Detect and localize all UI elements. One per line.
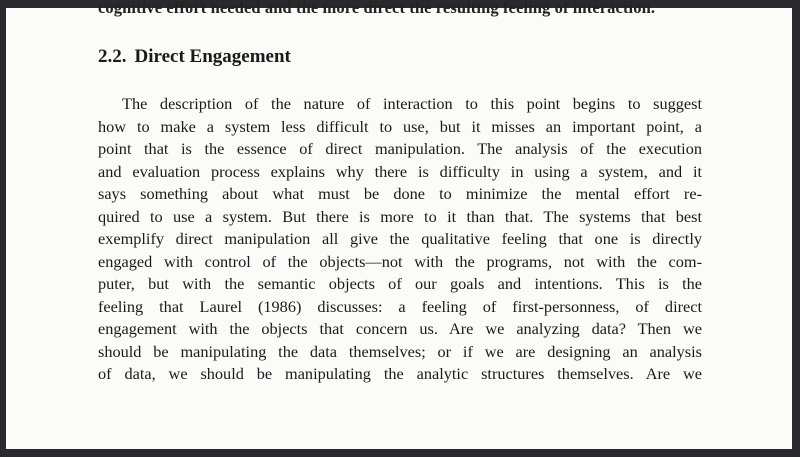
paragraph-line: says something about what must be done to minimize the mental effort re-	[98, 184, 702, 203]
paragraph-line: engaged with control of the objects—not with the programs, not with the com-	[98, 251, 702, 271]
paragraph-line: and evaluation process explains why there is difficulty in using a system, and it	[98, 161, 702, 181]
document-page	[6, 0, 792, 449]
paragraph-line: puter, but with the semantic objects of our goals and intentions. This is the	[98, 274, 702, 293]
section-title: Direct Engagement	[134, 46, 291, 67]
paragraph-line: point that is the essence of direct manipulation. The analysis of the execution	[98, 139, 702, 158]
paragraph-line: feeling that Laurel (1986) discusses: a feeling of first-personness, of direct	[98, 296, 702, 316]
previous-paragraph-tail: cognitive effort needed and the more direct the resulting feeling of interaction.	[98, 0, 656, 17]
paragraph-line: exemplify direct manipulation all give the qualitative feeling that one is directly	[98, 229, 702, 248]
paragraph-line: The description of the nature of interaction to this point begins to suggest	[122, 94, 702, 113]
paragraph-line: how to make a system less difficult to use, but it misses an important point, a	[98, 116, 702, 136]
paragraph-line: of data, we should be manipulating the analytic structures themselves. Are we	[98, 364, 702, 383]
body-paragraph	[98, 93, 702, 386]
paragraph-line: engagement with the objects that concern us. Are we analyzing data? Then we	[98, 319, 702, 338]
paragraph-line: should be manipulating the data themselves; or if we are designing an analysis	[98, 341, 702, 361]
section-number: 2.2.	[98, 46, 127, 67]
paragraph-line: quired to use a system. But there is more to it than that. The systems that best	[98, 206, 702, 226]
section-heading	[98, 46, 291, 68]
